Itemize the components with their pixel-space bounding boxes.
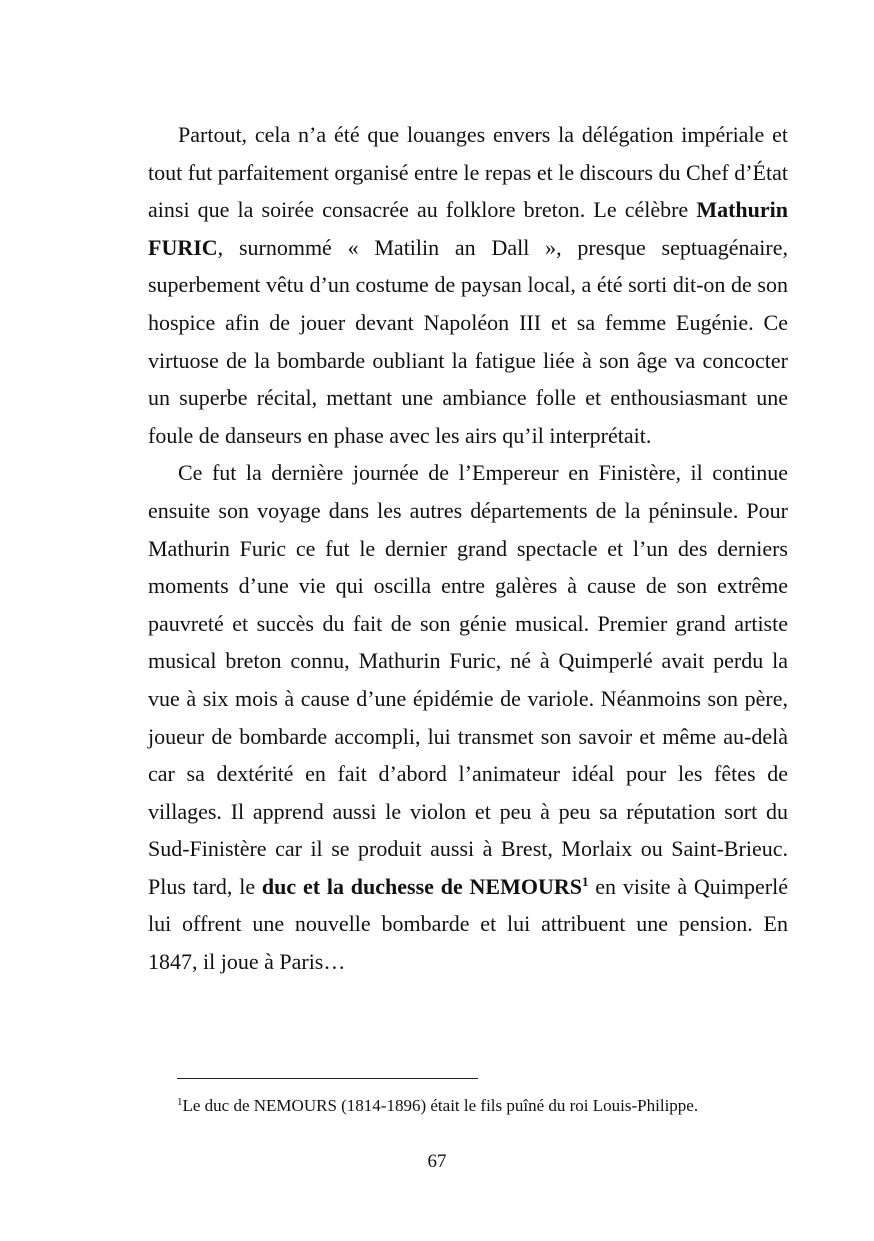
footnote-separator: [177, 1078, 478, 1079]
bold-name-nemours: [262, 874, 589, 899]
paragraph-1-text-end: , surnommé « Matilin an Dall », presque septuagénaire, superbement vêtu d’un costume de paysan local, a été sorti dit-on de son hospice afin de jouer devant Napoléon III et sa femme Eugénie. Ce virtuose de la bombarde oubliant la fatigue liée à son âge va concocter un superbe récital, mettant une ambiance folle et enthousiasmant une foule de danseurs en phase avec les airs qu’il interprétait.: [148, 234, 788, 448]
footnote-marker: 1: [177, 1096, 183, 1108]
body-text: [148, 116, 788, 981]
paragraph-2-text-end: en visite à Quimperlé lui offrent une nouvelle bombarde et lui attribuent une pension. En 1847, il joue à Paris…: [148, 873, 788, 975]
footnote: [177, 1094, 797, 1118]
bold-name-mathurin-furic: Mathurin FURIC: [148, 197, 788, 260]
paragraph-2-text-start: Ce fut la dernière journée de l’Empereur en Finistère, il continue ensuite son voyage dans les autres départements de la péninsule. Pour Mathurin Furic ce fut le dernier grand spectacle et l’un des derniers moments d’une vie qui oscilla entre galères à cause de son extrême pauvreté et succès du fait de son génie musical. Premier grand artiste musical breton connu, Mathurin Furic, né à Quimperlé avait perdu la vue à six mois à cause d’une épidémie de variole. Néanmoins son père, joueur de bombarde accompli, lui transmet son savoir et même au-delà car sa dextérité en fait d’abord l’animateur idéal pour les fêtes de villages. Il apprend aussi le violon et peu à peu sa réputation sort du Sud-Finistère car il se produit aussi à Brest, Morlaix ou Saint-Brieuc. Plus tard, le: [148, 460, 788, 899]
paragraph-1-text-start: Partout, cela n’a été que louanges envers la délégation impériale et tout fut parfaitement organisé entre le repas et le discours du Chef d’État ainsi que la soirée consacrée au folklore breton. Le célèbre: [148, 122, 788, 223]
page-number: 67: [427, 1151, 447, 1172]
paragraph-1: [148, 116, 788, 454]
bold-name-nemours-text: duc et la duchesse de NEMOURS: [261, 873, 582, 899]
paragraph-2: [148, 454, 788, 980]
footnote-reference: 1: [581, 873, 589, 889]
footnote-text: Le duc de NEMOURS (1814-1896) était le fils puîné du roi Louis-Philippe.: [182, 1096, 699, 1115]
